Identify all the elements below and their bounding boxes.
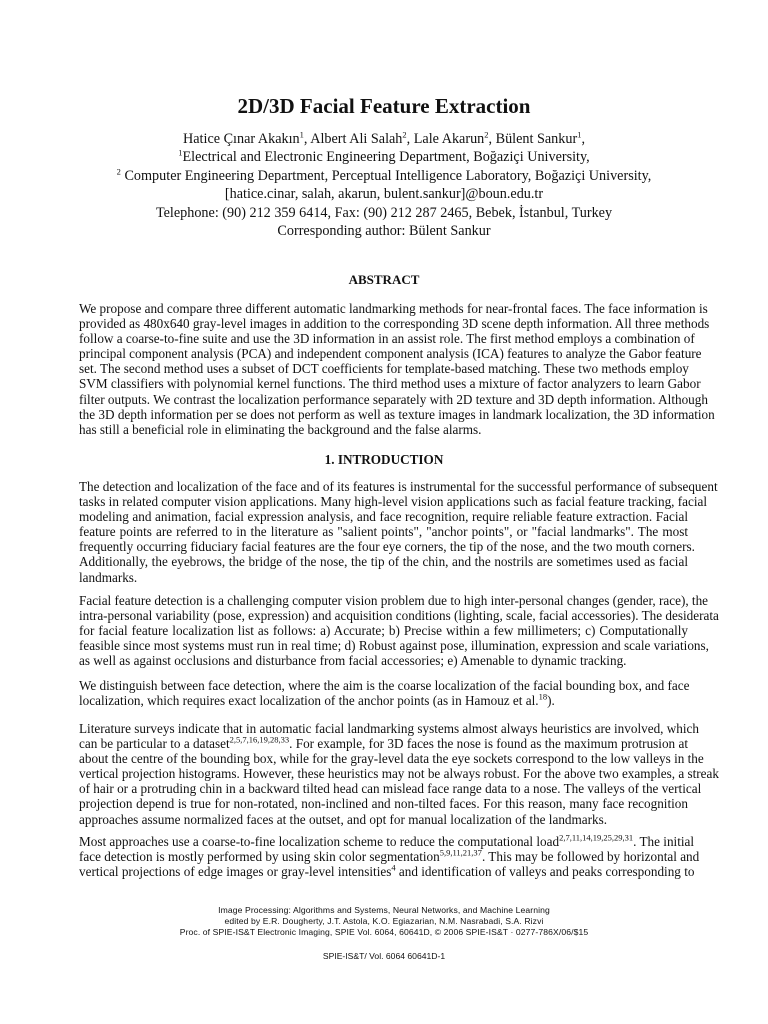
contact-phone: Telephone: (90) 212 359 6414, Fax: (90) 212 287 2465, Bebek, İstanbul, Turkey <box>155 204 613 221</box>
text-line: feature points are referred to in the literature as "salient points", "anchor points", or "facial landmarks". The most <box>79 524 688 540</box>
author-name: Hatice Çınar Akakın <box>183 131 300 147</box>
affiliation-marker: 2 <box>484 129 489 140</box>
text-line: intra-personal variability (pose, expression) and acquisition conditions (lighting, scale, facial accessories). The desiderata <box>79 608 719 624</box>
intro-paragraph-4 <box>79 721 719 827</box>
text-segment: and identification of valleys and peaks corresponding to <box>395 864 695 880</box>
text-segment: face detection is mostly performed by using skin color segmentation <box>79 849 440 865</box>
text-segment: ). <box>547 693 555 709</box>
author-name: , Lale Akarun <box>406 131 485 147</box>
text-line: Facial feature detection is a challenging computer vision problem due to high inter-personal changes (gender, race), the <box>79 593 709 608</box>
text-line: principal component analysis (PCA) and independent component analysis (ICA) features to analyze the Gabor feature <box>79 346 702 362</box>
affiliation-marker: 1 <box>577 129 582 140</box>
proceedings-footer <box>0 905 768 938</box>
author-names <box>0 130 768 148</box>
abstract-body <box>79 301 715 437</box>
text-line: Literature surveys indicate that in automatic facial landmarking systems almost always heuristics are involved, which <box>79 721 699 736</box>
text-line: modeling and animation, facial expression analysis, and face recognition, require reliable feature extraction. Facial <box>79 509 688 525</box>
text-line: set. The second method uses a subset of DCT coefficients for template-based matching. These two methods employ <box>79 361 689 377</box>
text-line: Additionally, the eyebrows, the bridge of the nose, the tip of the chin, and the nostrils are sometimes used as facial <box>79 554 688 570</box>
text-line: as well as against occlusions and disturbance from facial accessories; e) Amenable to dynamic tracking. <box>79 653 627 669</box>
text-segment: . For example, for 3D faces the nose is found as the maximum protrusion at <box>289 736 688 752</box>
citation-superscript: 2,5,7,16,19,28,33 <box>229 734 290 745</box>
paper-title: 2D/3D Facial Feature Extraction <box>237 94 531 118</box>
text-line: approaches assume normalized faces at the outset, and opt for manual localization of the landmarks. <box>79 811 608 827</box>
text-segment: localization, which requires exact localization of the anchor points (as in Hamouz et al. <box>79 693 539 709</box>
affiliation-text: Computer Engineering Department, Perceptual Intelligence Laboratory, Boğaziçi University, <box>120 167 652 184</box>
citation-superscript: 5,9,11,21,37 <box>439 847 482 858</box>
text-line: feasible since most systems must run in real time; d) Robust against pose, illumination, expression and scale variations, <box>79 638 709 654</box>
text-line: has still a beneficial role in eliminating the background and the false alarms. <box>79 421 482 437</box>
text-segment: Most approaches use a coarse-to-fine localization scheme to reduce the computational load <box>79 834 560 849</box>
affiliation-marker: 2 <box>116 166 121 177</box>
text-line <box>79 832 695 849</box>
affiliation-text: Electrical and Electronic Engineering Department, Boğaziçi University, <box>182 149 590 166</box>
intro-paragraph-1 <box>79 479 718 585</box>
author-name: , Bülent Sankur <box>488 131 578 147</box>
text-line: about the centre of the bounding box, while for the gray-level data the eye sockets correspond to the low valleys in the <box>79 751 704 767</box>
affiliation-marker: 1 <box>299 129 304 140</box>
affiliation-marker: 2 <box>402 129 407 140</box>
section-heading-introduction: 1. INTRODUCTION <box>324 452 444 467</box>
affiliation-marker: 1 <box>178 147 183 158</box>
intro-paragraph-2 <box>79 593 719 669</box>
text-segment: can be particular to a dataset <box>79 736 230 752</box>
author-separator: , <box>581 131 585 147</box>
citation-superscript: 2,7,11,14,19,25,29,31 <box>559 832 634 843</box>
text-line: The detection and localization of the face and of its features is instrumental for the successful performance of subsequent <box>79 479 718 494</box>
text-line: provided as 480x640 gray-level images in addition to the corresponding 3D scene depth information. All three methods <box>79 316 710 332</box>
author-name: , Albert Ali Salah <box>303 131 403 147</box>
text-segment: . The initial <box>633 834 695 849</box>
text-line <box>79 862 695 880</box>
intro-paragraph-3 <box>79 678 688 708</box>
footer-line: Proc. of SPIE-IS&T Electronic Imaging, SPIE Vol. 6064, 60641D, © 2006 SPIE-IS&T · 0277-786X/06/$15 <box>179 927 589 937</box>
text-line <box>79 847 700 865</box>
footer-line: Image Processing: Algorithms and Systems, Neural Networks, and Machine Learning <box>218 905 550 915</box>
text-line: tasks in related computer vision applications. Many high-level vision applications such as facial feature tracking, facial <box>79 494 708 510</box>
citation-superscript: 18 <box>538 691 548 702</box>
text-line: filter outputs. We contrast the localization performance separately with 2D texture and 3D depth information. Although <box>79 391 708 407</box>
author-block <box>0 130 768 240</box>
intro-paragraph-5 <box>79 832 700 880</box>
affiliation-2 <box>0 167 768 185</box>
affiliation-1 <box>0 148 768 166</box>
text-line: We distinguish between face detection, where the aim is the coarse localization of the facial bounding box, and face <box>79 678 690 693</box>
footer-line: edited by E.R. Dougherty, J.T. Astola, K.O. Egiazarian, N.M. Nasrabadi, S.A. Rizvi <box>224 916 544 926</box>
text-line: vertical projection histograms. However, these heuristics may not be always robust. For the above two examples, a streak <box>79 766 719 782</box>
text-line: for facial feature localization list as follows: a) Accurate; b) Precise within a few millimeters; c) Computationally <box>79 623 688 639</box>
text-line: frequently occurring fiduciary facial features are the four eye corners, the tip of the nose, and the two mouth corners. <box>79 539 695 555</box>
text-segment: vertical projections of edge images or gray-level intensities <box>79 864 392 880</box>
text-line: We propose and compare three different automatic landmarking methods for near-frontal faces. The face information is <box>79 301 708 316</box>
corresponding-author: Corresponding author: Bülent Sankur <box>277 223 491 240</box>
text-line <box>79 693 688 708</box>
author-emails: [hatice.cinar, salah, akarun, bulent.sankur]@boun.edu.tr <box>224 186 544 203</box>
abstract-heading: ABSTRACT <box>348 272 420 287</box>
text-line: landmarks. <box>79 569 138 585</box>
text-line: SVM classifiers with polynomial kernel functions. The third method uses a mixture of factor analyzers to learn Gabor <box>79 376 701 392</box>
text-line: follow a coarse-to-fine suite and use the 3D information in an assist role. The first method employs a combination of <box>79 331 695 347</box>
text-line: projection depend is true for non-rotated, non-inclined and non-tilted faces. For this reason, many face recognition <box>79 796 688 812</box>
citation-superscript: 4 <box>391 862 396 873</box>
text-line: the 3D depth information per se does not perform as well as texture images in landmark localization, the 3D information <box>79 406 715 422</box>
text-segment: . This may be followed by horizontal and <box>481 849 700 865</box>
page-identifier: SPIE-IS&T/ Vol. 6064 60641D-1 <box>322 951 446 961</box>
text-line <box>79 736 688 751</box>
text-line: of hair or a protruding chin in a backward tilted head can mislead face range data to a nose. The valleys of the vertical <box>79 781 702 797</box>
